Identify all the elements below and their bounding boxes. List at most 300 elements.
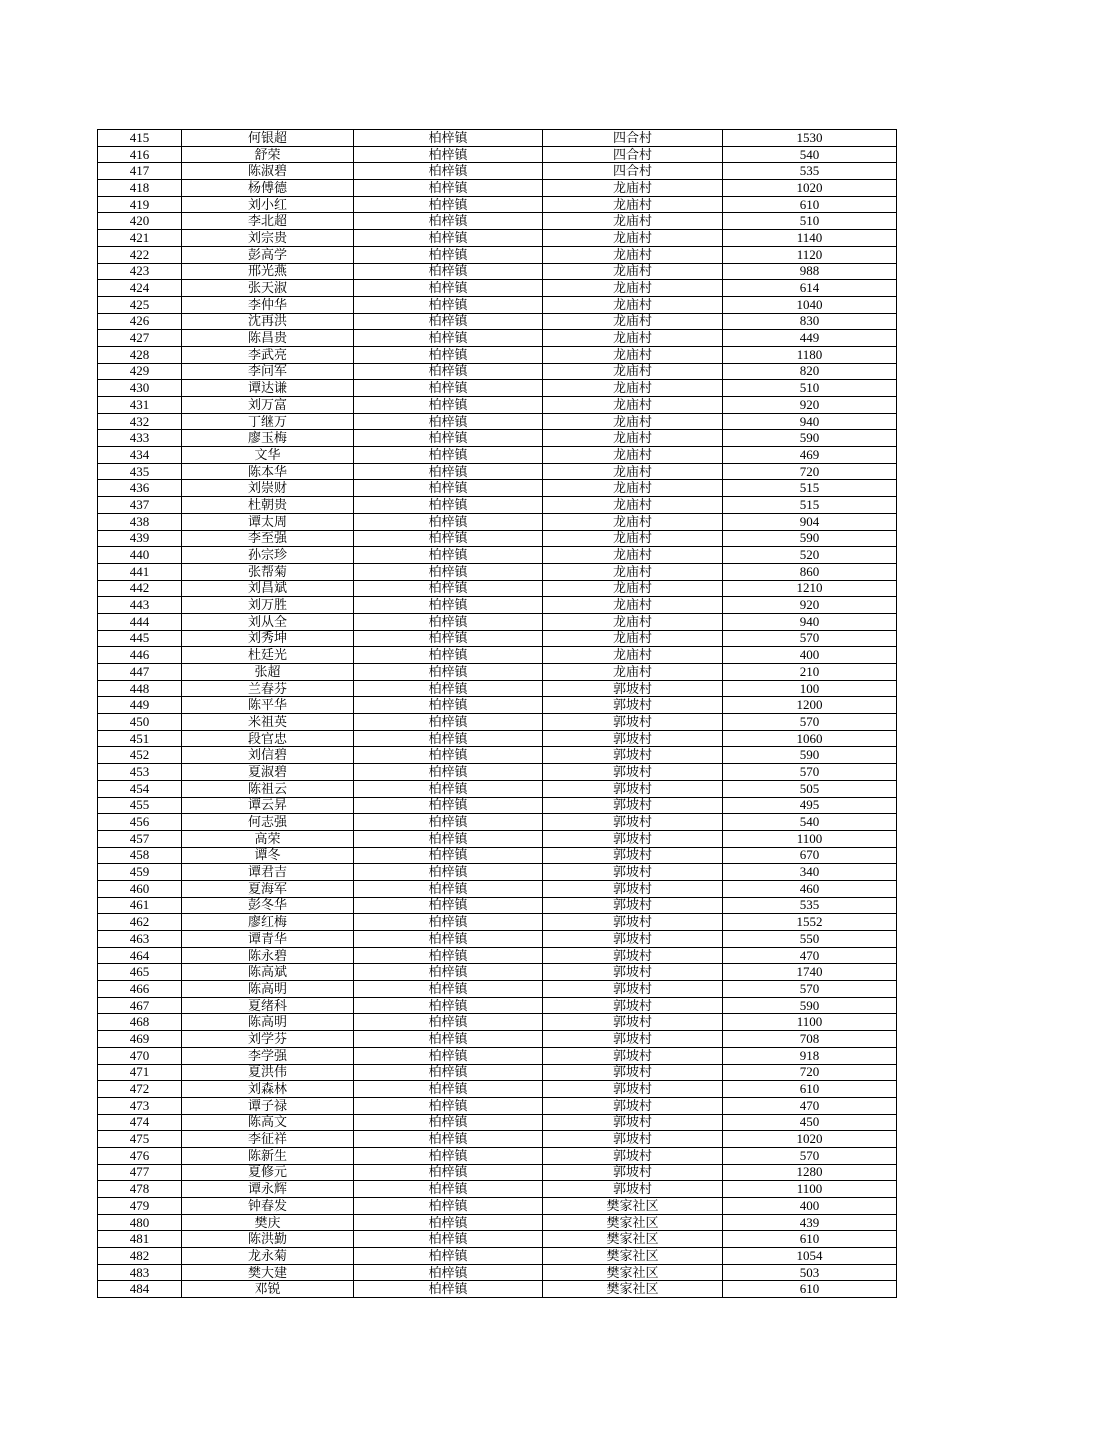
name-cell: 谭冬 bbox=[182, 847, 354, 864]
table-row bbox=[98, 296, 897, 313]
amount-cell: 515 bbox=[723, 480, 897, 497]
table-row bbox=[98, 864, 897, 881]
village-cell: 龙庙村 bbox=[543, 480, 723, 497]
village-cell: 郭坡村 bbox=[543, 964, 723, 981]
amount-cell: 590 bbox=[723, 530, 897, 547]
village-cell: 樊家社区 bbox=[543, 1281, 723, 1298]
amount-cell: 1210 bbox=[723, 580, 897, 597]
town-cell: 柏梓镇 bbox=[354, 664, 543, 681]
table-row bbox=[98, 330, 897, 347]
row-number-cell: 467 bbox=[98, 997, 182, 1014]
amount-cell: 1054 bbox=[723, 1248, 897, 1265]
table-row bbox=[98, 730, 897, 747]
table-row bbox=[98, 947, 897, 964]
row-number-cell: 424 bbox=[98, 280, 182, 297]
town-cell: 柏梓镇 bbox=[354, 747, 543, 764]
name-cell: 沈再洪 bbox=[182, 313, 354, 330]
village-cell: 樊家社区 bbox=[543, 1248, 723, 1265]
village-cell: 龙庙村 bbox=[543, 597, 723, 614]
amount-cell: 1100 bbox=[723, 1181, 897, 1198]
row-number-cell: 472 bbox=[98, 1081, 182, 1098]
name-cell: 丁继万 bbox=[182, 413, 354, 430]
village-cell: 郭坡村 bbox=[543, 931, 723, 948]
village-cell: 樊家社区 bbox=[543, 1198, 723, 1215]
amount-cell: 590 bbox=[723, 430, 897, 447]
village-cell: 樊家社区 bbox=[543, 1214, 723, 1231]
name-cell: 杨傅德 bbox=[182, 180, 354, 197]
row-number-cell: 464 bbox=[98, 947, 182, 964]
table-row bbox=[98, 1064, 897, 1081]
table-row bbox=[98, 1147, 897, 1164]
town-cell: 柏梓镇 bbox=[354, 997, 543, 1014]
amount-cell: 540 bbox=[723, 814, 897, 831]
table-row bbox=[98, 1198, 897, 1215]
row-number-cell: 481 bbox=[98, 1231, 182, 1248]
town-cell: 柏梓镇 bbox=[354, 447, 543, 464]
name-cell: 廖玉梅 bbox=[182, 430, 354, 447]
town-cell: 柏梓镇 bbox=[354, 330, 543, 347]
village-cell: 龙庙村 bbox=[543, 580, 723, 597]
amount-cell: 708 bbox=[723, 1031, 897, 1048]
table-row bbox=[98, 213, 897, 230]
table-row bbox=[98, 196, 897, 213]
row-number-cell: 477 bbox=[98, 1164, 182, 1181]
table-row bbox=[98, 1264, 897, 1281]
town-cell: 柏梓镇 bbox=[354, 213, 543, 230]
town-cell: 柏梓镇 bbox=[354, 964, 543, 981]
row-number-cell: 429 bbox=[98, 363, 182, 380]
village-cell: 郭坡村 bbox=[543, 797, 723, 814]
amount-cell: 918 bbox=[723, 1047, 897, 1064]
amount-cell: 550 bbox=[723, 931, 897, 948]
town-cell: 柏梓镇 bbox=[354, 730, 543, 747]
town-cell: 柏梓镇 bbox=[354, 530, 543, 547]
amount-cell: 1140 bbox=[723, 230, 897, 247]
town-cell: 柏梓镇 bbox=[354, 463, 543, 480]
town-cell: 柏梓镇 bbox=[354, 380, 543, 397]
amount-cell: 590 bbox=[723, 747, 897, 764]
table-row bbox=[98, 246, 897, 263]
table-row bbox=[98, 1114, 897, 1131]
row-number-cell: 420 bbox=[98, 213, 182, 230]
village-cell: 郭坡村 bbox=[543, 814, 723, 831]
table-row bbox=[98, 931, 897, 948]
name-cell: 张帮菊 bbox=[182, 563, 354, 580]
town-cell: 柏梓镇 bbox=[354, 1081, 543, 1098]
row-number-cell: 450 bbox=[98, 714, 182, 731]
town-cell: 柏梓镇 bbox=[354, 413, 543, 430]
name-cell: 樊庆 bbox=[182, 1214, 354, 1231]
name-cell: 陈高文 bbox=[182, 1114, 354, 1131]
table-row bbox=[98, 497, 897, 514]
name-cell: 高荣 bbox=[182, 830, 354, 847]
name-cell: 李仲华 bbox=[182, 296, 354, 313]
name-cell: 夏洪伟 bbox=[182, 1064, 354, 1081]
name-cell: 谭太周 bbox=[182, 513, 354, 530]
town-cell: 柏梓镇 bbox=[354, 847, 543, 864]
row-number-cell: 430 bbox=[98, 380, 182, 397]
row-number-cell: 459 bbox=[98, 864, 182, 881]
row-number-cell: 457 bbox=[98, 830, 182, 847]
town-cell: 柏梓镇 bbox=[354, 613, 543, 630]
town-cell: 柏梓镇 bbox=[354, 1281, 543, 1298]
village-cell: 郭坡村 bbox=[543, 1097, 723, 1114]
village-cell: 龙庙村 bbox=[543, 180, 723, 197]
town-cell: 柏梓镇 bbox=[354, 897, 543, 914]
table-row bbox=[98, 597, 897, 614]
town-cell: 柏梓镇 bbox=[354, 647, 543, 664]
amount-cell: 540 bbox=[723, 146, 897, 163]
village-cell: 郭坡村 bbox=[543, 1014, 723, 1031]
table-row bbox=[98, 714, 897, 731]
amount-cell: 535 bbox=[723, 163, 897, 180]
name-cell: 邓锐 bbox=[182, 1281, 354, 1298]
name-cell: 刘宗贵 bbox=[182, 230, 354, 247]
row-number-cell: 460 bbox=[98, 880, 182, 897]
village-cell: 郭坡村 bbox=[543, 680, 723, 697]
amount-cell: 400 bbox=[723, 647, 897, 664]
village-cell: 郭坡村 bbox=[543, 830, 723, 847]
town-cell: 柏梓镇 bbox=[354, 497, 543, 514]
town-cell: 柏梓镇 bbox=[354, 814, 543, 831]
row-number-cell: 449 bbox=[98, 697, 182, 714]
name-cell: 孙宗珍 bbox=[182, 547, 354, 564]
row-number-cell: 484 bbox=[98, 1281, 182, 1298]
name-cell: 钟春发 bbox=[182, 1198, 354, 1215]
village-cell: 郭坡村 bbox=[543, 1031, 723, 1048]
name-cell: 陈淑碧 bbox=[182, 163, 354, 180]
table-row bbox=[98, 630, 897, 647]
amount-cell: 1060 bbox=[723, 730, 897, 747]
table-row bbox=[98, 797, 897, 814]
town-cell: 柏梓镇 bbox=[354, 513, 543, 530]
table-row bbox=[98, 897, 897, 914]
town-cell: 柏梓镇 bbox=[354, 1097, 543, 1114]
name-cell: 谭云昇 bbox=[182, 797, 354, 814]
table-row bbox=[98, 1081, 897, 1098]
row-number-cell: 418 bbox=[98, 180, 182, 197]
amount-cell: 920 bbox=[723, 597, 897, 614]
table-row bbox=[98, 1181, 897, 1198]
table-row bbox=[98, 814, 897, 831]
table-row bbox=[98, 346, 897, 363]
town-cell: 柏梓镇 bbox=[354, 480, 543, 497]
amount-cell: 570 bbox=[723, 981, 897, 998]
amount-cell: 670 bbox=[723, 847, 897, 864]
town-cell: 柏梓镇 bbox=[354, 1047, 543, 1064]
table-row bbox=[98, 430, 897, 447]
amount-cell: 570 bbox=[723, 764, 897, 781]
row-number-cell: 478 bbox=[98, 1181, 182, 1198]
town-cell: 柏梓镇 bbox=[354, 1214, 543, 1231]
name-cell: 夏绪科 bbox=[182, 997, 354, 1014]
town-cell: 柏梓镇 bbox=[354, 797, 543, 814]
village-cell: 龙庙村 bbox=[543, 346, 723, 363]
name-cell: 米祖英 bbox=[182, 714, 354, 731]
town-cell: 柏梓镇 bbox=[354, 346, 543, 363]
name-cell: 刘万富 bbox=[182, 397, 354, 414]
name-cell: 夏淑碧 bbox=[182, 764, 354, 781]
town-cell: 柏梓镇 bbox=[354, 1064, 543, 1081]
row-number-cell: 423 bbox=[98, 263, 182, 280]
amount-cell: 210 bbox=[723, 664, 897, 681]
table-row bbox=[98, 1097, 897, 1114]
row-number-cell: 432 bbox=[98, 413, 182, 430]
row-number-cell: 470 bbox=[98, 1047, 182, 1064]
table-row bbox=[98, 163, 897, 180]
town-cell: 柏梓镇 bbox=[354, 830, 543, 847]
row-number-cell: 456 bbox=[98, 814, 182, 831]
town-cell: 柏梓镇 bbox=[354, 146, 543, 163]
name-cell: 兰春芬 bbox=[182, 680, 354, 697]
village-cell: 郭坡村 bbox=[543, 747, 723, 764]
amount-cell: 1530 bbox=[723, 130, 897, 147]
table-row bbox=[98, 914, 897, 931]
name-cell: 李至强 bbox=[182, 530, 354, 547]
table-row bbox=[98, 480, 897, 497]
name-cell: 夏海军 bbox=[182, 880, 354, 897]
village-cell: 龙庙村 bbox=[543, 380, 723, 397]
row-number-cell: 421 bbox=[98, 230, 182, 247]
table-row bbox=[98, 1031, 897, 1048]
amount-cell: 450 bbox=[723, 1114, 897, 1131]
table-row bbox=[98, 1164, 897, 1181]
table-row bbox=[98, 130, 897, 147]
table-row bbox=[98, 764, 897, 781]
row-number-cell: 416 bbox=[98, 146, 182, 163]
village-cell: 龙庙村 bbox=[543, 463, 723, 480]
town-cell: 柏梓镇 bbox=[354, 296, 543, 313]
town-cell: 柏梓镇 bbox=[354, 1164, 543, 1181]
row-number-cell: 473 bbox=[98, 1097, 182, 1114]
name-cell: 谭永辉 bbox=[182, 1181, 354, 1198]
row-number-cell: 434 bbox=[98, 447, 182, 464]
name-cell: 陈高明 bbox=[182, 1014, 354, 1031]
row-number-cell: 425 bbox=[98, 296, 182, 313]
name-cell: 何银超 bbox=[182, 130, 354, 147]
table-row bbox=[98, 580, 897, 597]
amount-cell: 988 bbox=[723, 263, 897, 280]
row-number-cell: 479 bbox=[98, 1198, 182, 1215]
village-cell: 龙庙村 bbox=[543, 213, 723, 230]
name-cell: 樊大建 bbox=[182, 1264, 354, 1281]
amount-cell: 904 bbox=[723, 513, 897, 530]
amount-cell: 400 bbox=[723, 1198, 897, 1215]
village-cell: 龙庙村 bbox=[543, 664, 723, 681]
amount-cell: 920 bbox=[723, 397, 897, 414]
name-cell: 龙永菊 bbox=[182, 1248, 354, 1265]
row-number-cell: 455 bbox=[98, 797, 182, 814]
amount-cell: 570 bbox=[723, 630, 897, 647]
table-row bbox=[98, 263, 897, 280]
name-cell: 李北超 bbox=[182, 213, 354, 230]
village-cell: 龙庙村 bbox=[543, 196, 723, 213]
village-cell: 龙庙村 bbox=[543, 230, 723, 247]
town-cell: 柏梓镇 bbox=[354, 163, 543, 180]
village-cell: 龙庙村 bbox=[543, 430, 723, 447]
name-cell: 杜朝贵 bbox=[182, 497, 354, 514]
amount-cell: 449 bbox=[723, 330, 897, 347]
row-number-cell: 440 bbox=[98, 547, 182, 564]
village-cell: 郭坡村 bbox=[543, 1064, 723, 1081]
table-row bbox=[98, 1131, 897, 1148]
row-number-cell: 454 bbox=[98, 780, 182, 797]
town-cell: 柏梓镇 bbox=[354, 630, 543, 647]
village-cell: 郭坡村 bbox=[543, 714, 723, 731]
town-cell: 柏梓镇 bbox=[354, 263, 543, 280]
amount-cell: 460 bbox=[723, 880, 897, 897]
village-cell: 四合村 bbox=[543, 130, 723, 147]
row-number-cell: 419 bbox=[98, 196, 182, 213]
village-cell: 郭坡村 bbox=[543, 780, 723, 797]
name-cell: 舒荣 bbox=[182, 146, 354, 163]
village-cell: 郭坡村 bbox=[543, 847, 723, 864]
row-number-cell: 468 bbox=[98, 1014, 182, 1031]
village-cell: 四合村 bbox=[543, 146, 723, 163]
town-cell: 柏梓镇 bbox=[354, 1264, 543, 1281]
row-number-cell: 447 bbox=[98, 664, 182, 681]
town-cell: 柏梓镇 bbox=[354, 597, 543, 614]
table-row bbox=[98, 1047, 897, 1064]
name-cell: 何志强 bbox=[182, 814, 354, 831]
amount-cell: 570 bbox=[723, 714, 897, 731]
village-cell: 郭坡村 bbox=[543, 1114, 723, 1131]
amount-cell: 505 bbox=[723, 780, 897, 797]
row-number-cell: 428 bbox=[98, 346, 182, 363]
row-number-cell: 435 bbox=[98, 463, 182, 480]
village-cell: 樊家社区 bbox=[543, 1264, 723, 1281]
village-cell: 郭坡村 bbox=[543, 897, 723, 914]
row-number-cell: 426 bbox=[98, 313, 182, 330]
row-number-cell: 465 bbox=[98, 964, 182, 981]
name-cell: 廖红梅 bbox=[182, 914, 354, 931]
row-number-cell: 476 bbox=[98, 1147, 182, 1164]
village-cell: 樊家社区 bbox=[543, 1231, 723, 1248]
table-row bbox=[98, 847, 897, 864]
row-number-cell: 453 bbox=[98, 764, 182, 781]
table-row bbox=[98, 547, 897, 564]
village-cell: 龙庙村 bbox=[543, 647, 723, 664]
row-number-cell: 415 bbox=[98, 130, 182, 147]
row-number-cell: 439 bbox=[98, 530, 182, 547]
town-cell: 柏梓镇 bbox=[354, 180, 543, 197]
village-cell: 郭坡村 bbox=[543, 997, 723, 1014]
table-row bbox=[98, 880, 897, 897]
row-number-cell: 475 bbox=[98, 1131, 182, 1148]
row-number-cell: 451 bbox=[98, 730, 182, 747]
amount-cell: 340 bbox=[723, 864, 897, 881]
village-cell: 四合村 bbox=[543, 163, 723, 180]
town-cell: 柏梓镇 bbox=[354, 864, 543, 881]
town-cell: 柏梓镇 bbox=[354, 1198, 543, 1215]
name-cell: 刘秀坤 bbox=[182, 630, 354, 647]
table-row bbox=[98, 830, 897, 847]
village-cell: 龙庙村 bbox=[543, 246, 723, 263]
amount-cell: 495 bbox=[723, 797, 897, 814]
table-body bbox=[98, 130, 897, 1298]
town-cell: 柏梓镇 bbox=[354, 880, 543, 897]
table-row bbox=[98, 513, 897, 530]
amount-cell: 1740 bbox=[723, 964, 897, 981]
village-cell: 龙庙村 bbox=[543, 613, 723, 630]
village-cell: 龙庙村 bbox=[543, 563, 723, 580]
amount-cell: 610 bbox=[723, 196, 897, 213]
amount-cell: 830 bbox=[723, 313, 897, 330]
name-cell: 刘信碧 bbox=[182, 747, 354, 764]
town-cell: 柏梓镇 bbox=[354, 130, 543, 147]
name-cell: 张天淑 bbox=[182, 280, 354, 297]
amount-cell: 510 bbox=[723, 380, 897, 397]
name-cell: 刘从全 bbox=[182, 613, 354, 630]
name-cell: 谭子禄 bbox=[182, 1097, 354, 1114]
name-cell: 陈洪勤 bbox=[182, 1231, 354, 1248]
name-cell: 谭青华 bbox=[182, 931, 354, 948]
village-cell: 龙庙村 bbox=[543, 397, 723, 414]
row-number-cell: 463 bbox=[98, 931, 182, 948]
amount-cell: 1020 bbox=[723, 1131, 897, 1148]
row-number-cell: 474 bbox=[98, 1114, 182, 1131]
town-cell: 柏梓镇 bbox=[354, 430, 543, 447]
amount-cell: 535 bbox=[723, 897, 897, 914]
town-cell: 柏梓镇 bbox=[354, 914, 543, 931]
village-cell: 龙庙村 bbox=[543, 263, 723, 280]
amount-cell: 469 bbox=[723, 447, 897, 464]
name-cell: 刘万胜 bbox=[182, 597, 354, 614]
row-number-cell: 452 bbox=[98, 747, 182, 764]
name-cell: 刘昌斌 bbox=[182, 580, 354, 597]
amount-cell: 610 bbox=[723, 1281, 897, 1298]
name-cell: 杜廷光 bbox=[182, 647, 354, 664]
village-cell: 郭坡村 bbox=[543, 697, 723, 714]
row-number-cell: 431 bbox=[98, 397, 182, 414]
row-number-cell: 438 bbox=[98, 513, 182, 530]
amount-cell: 1100 bbox=[723, 830, 897, 847]
amount-cell: 510 bbox=[723, 213, 897, 230]
name-cell: 陈祖云 bbox=[182, 780, 354, 797]
amount-cell: 1020 bbox=[723, 180, 897, 197]
name-cell: 李问军 bbox=[182, 363, 354, 380]
amount-cell: 860 bbox=[723, 563, 897, 580]
row-number-cell: 442 bbox=[98, 580, 182, 597]
town-cell: 柏梓镇 bbox=[354, 313, 543, 330]
table-row bbox=[98, 447, 897, 464]
amount-cell: 470 bbox=[723, 1097, 897, 1114]
row-number-cell: 417 bbox=[98, 163, 182, 180]
table-row bbox=[98, 463, 897, 480]
row-number-cell: 466 bbox=[98, 981, 182, 998]
amount-cell: 470 bbox=[723, 947, 897, 964]
village-cell: 郭坡村 bbox=[543, 947, 723, 964]
amount-cell: 720 bbox=[723, 1064, 897, 1081]
amount-cell: 439 bbox=[723, 1214, 897, 1231]
row-number-cell: 445 bbox=[98, 630, 182, 647]
table-row bbox=[98, 1014, 897, 1031]
amount-cell: 570 bbox=[723, 1147, 897, 1164]
row-number-cell: 433 bbox=[98, 430, 182, 447]
town-cell: 柏梓镇 bbox=[354, 1248, 543, 1265]
village-cell: 龙庙村 bbox=[543, 513, 723, 530]
village-cell: 郭坡村 bbox=[543, 1164, 723, 1181]
name-cell: 刘学芬 bbox=[182, 1031, 354, 1048]
town-cell: 柏梓镇 bbox=[354, 1181, 543, 1198]
table-row bbox=[98, 964, 897, 981]
name-cell: 李武亮 bbox=[182, 346, 354, 363]
town-cell: 柏梓镇 bbox=[354, 1114, 543, 1131]
name-cell: 刘崇财 bbox=[182, 480, 354, 497]
village-cell: 郭坡村 bbox=[543, 981, 723, 998]
table-row bbox=[98, 563, 897, 580]
town-cell: 柏梓镇 bbox=[354, 931, 543, 948]
